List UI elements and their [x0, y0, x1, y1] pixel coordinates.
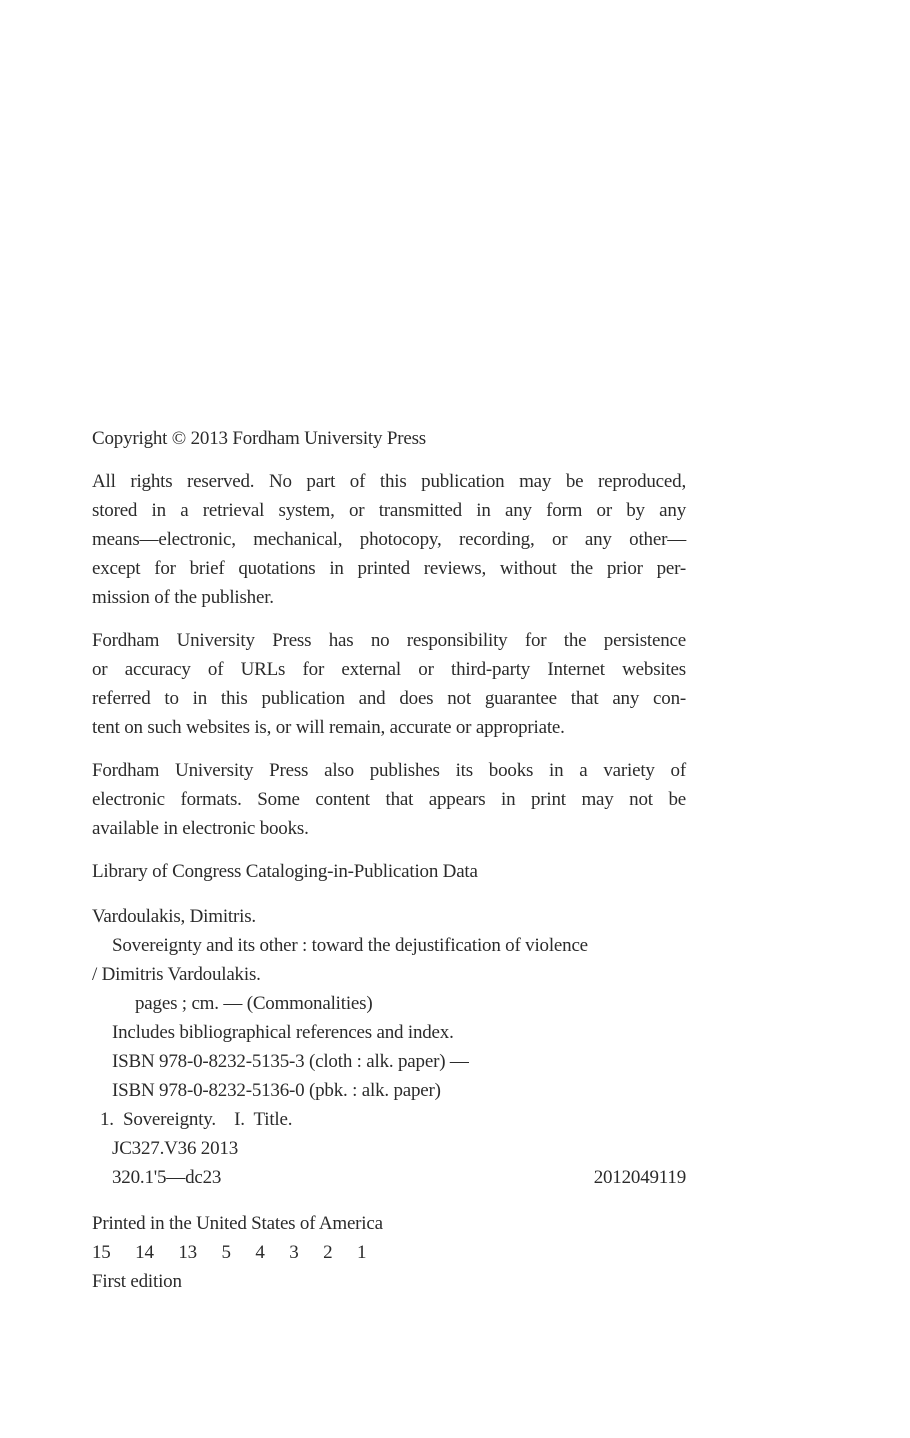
- printers-key-number: 4: [255, 1242, 265, 1263]
- urls-line: tent on such websites is, or will remain, accurate or appropriate.: [92, 717, 565, 738]
- rights-line: means—electronic, mechanical, photocopy, recording, or any other—: [92, 529, 686, 550]
- rights-line: mission of the publisher.: [92, 587, 274, 608]
- printers-key-number: 1: [357, 1242, 367, 1263]
- rights-line: All rights reserved. No part of this publication may be reproduced,: [92, 471, 686, 492]
- cip-author-line: Vardoulakis, Dimitris.: [92, 906, 256, 927]
- cip-dewey-row: [92, 1163, 686, 1192]
- printers-key-line: [92, 1238, 686, 1267]
- printers-key-number: 2: [323, 1242, 333, 1263]
- cip-heading: Library of Congress Cataloging-in-Publication Data: [92, 861, 478, 882]
- printers-key-number: 13: [178, 1242, 197, 1263]
- rights-line: stored in a retrieval system, or transmitted in any form or by any: [92, 500, 686, 521]
- ebooks-line: electronic formats. Some content that appears in print may not be: [92, 789, 686, 810]
- cip-dewey-number: 320.1'5—dc23: [112, 1167, 222, 1188]
- rights-paragraph: [92, 467, 686, 612]
- cip-lc-class-line: JC327.V36 2013: [112, 1138, 238, 1159]
- cip-title-line: Sovereignty and its other : toward the dejustification of violence: [112, 935, 588, 956]
- edition-line: First edition: [92, 1271, 182, 1292]
- urls-line: referred to in this publication and does not guarantee that any con-: [92, 688, 686, 709]
- copyright-line: Copyright © 2013 Fordham University Press: [92, 428, 426, 449]
- ebooks-paragraph: [92, 756, 686, 843]
- cip-isbn-cloth-line: ISBN 978-0-8232-5135-3 (cloth : alk. paper) —: [112, 1051, 469, 1072]
- urls-line: or accuracy of URLs for external or third-party Internet websites: [92, 659, 686, 680]
- ebooks-line: Fordham University Press also publishes its books in a variety of: [92, 760, 686, 781]
- cip-isbn-pbk-line: ISBN 978-0-8232-5136-0 (pbk. : alk. paper): [112, 1080, 441, 1101]
- copyright-page-content: [92, 424, 686, 1296]
- cip-heading-block: [92, 857, 686, 886]
- cip-title-line-2: / Dimitris Vardoulakis.: [92, 964, 261, 985]
- printing-block: [92, 1209, 686, 1296]
- printed-in-line: Printed in the United States of America: [92, 1213, 383, 1234]
- cip-pages-line: pages ; cm. — (Commonalities): [135, 993, 373, 1014]
- cip-subjects-line: 1. Sovereignty. I. Title.: [100, 1109, 293, 1130]
- cip-references-line: Includes bibliographical references and index.: [112, 1022, 454, 1043]
- ebooks-line: available in electronic books.: [92, 818, 309, 839]
- urls-paragraph: [92, 626, 686, 742]
- printers-key-number: 3: [289, 1242, 299, 1263]
- urls-line: Fordham University Press has no responsibility for the persistence: [92, 630, 686, 651]
- printers-key-number: 5: [221, 1242, 231, 1263]
- printers-key-number: 15: [92, 1242, 111, 1263]
- cip-data-block: [92, 902, 686, 1192]
- printers-key-number: 14: [135, 1242, 154, 1263]
- cip-lccn: 2012049119: [593, 1167, 686, 1188]
- rights-line: except for brief quotations in printed reviews, without the prior per-: [92, 558, 686, 579]
- copyright-notice: [92, 424, 686, 453]
